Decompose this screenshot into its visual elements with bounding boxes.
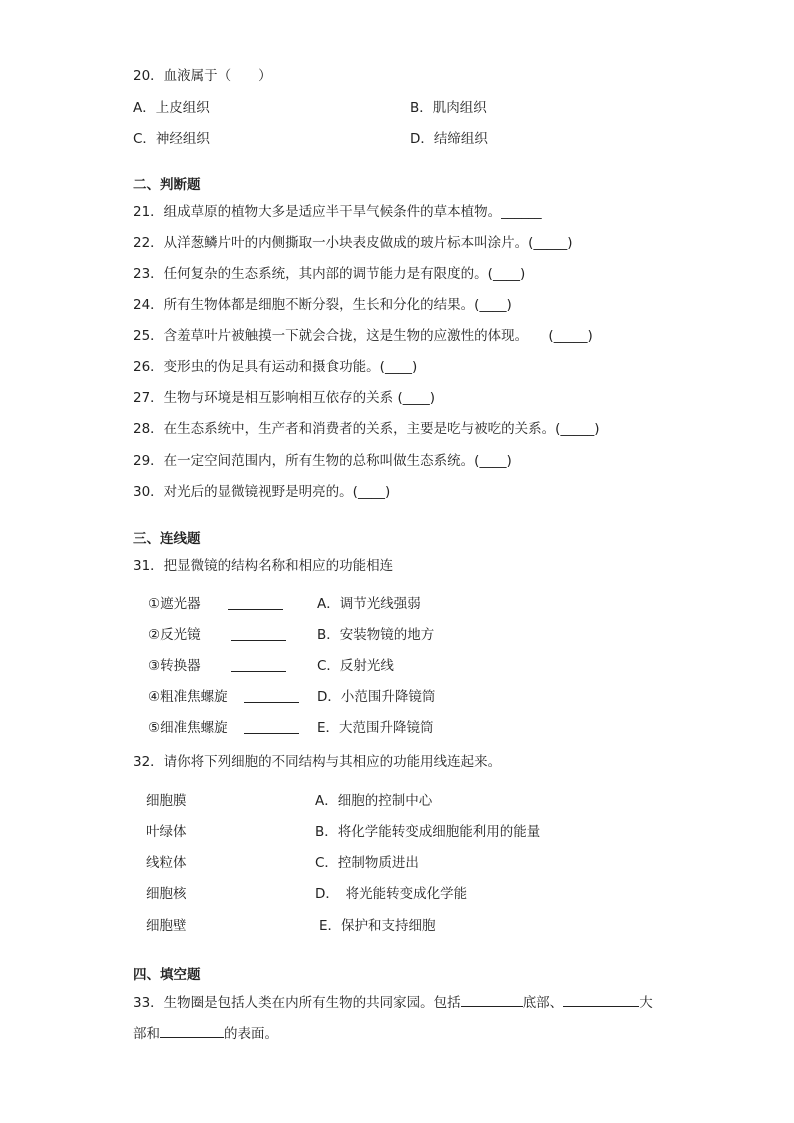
q31-blank-line bbox=[228, 596, 283, 610]
q31-blank-line bbox=[231, 658, 286, 672]
q20-option-a: A．上皮组织 bbox=[133, 100, 210, 116]
judgement-item: 22．从洋葱鳞片叶的内侧撕取一小块表皮做成的玻片标本叫涂片。(_____) bbox=[133, 235, 573, 251]
q31-right-item: B．安装物镜的地方 bbox=[317, 627, 435, 643]
q20-option-d: D．结缔组织 bbox=[410, 131, 488, 147]
section-title-fill-blank: 四、填空题 bbox=[133, 967, 201, 983]
q32-right-item: D． 将光能转变成化学能 bbox=[315, 886, 468, 902]
judgement-item: 21．组成草原的植物大多是适应半干旱气候条件的草本植物。______ bbox=[133, 204, 542, 220]
q31-blank-line bbox=[244, 720, 299, 734]
q31-left-item: ①遮光器 bbox=[148, 596, 201, 612]
section-title-matching: 三、连线题 bbox=[133, 531, 201, 547]
q32-left-item: 细胞壁 bbox=[146, 918, 187, 934]
q31-blank-line bbox=[231, 627, 286, 641]
q33-blank-2 bbox=[563, 993, 639, 1007]
q32-left-item: 线粒体 bbox=[146, 855, 187, 871]
judgement-item: 29．在一定空间范围内，所有生物的总称叫做生态系统。(____) bbox=[133, 453, 512, 469]
judgement-item: 30．对光后的显微镜视野是明亮的。(____) bbox=[133, 484, 391, 500]
section-title-judgement: 二、判断题 bbox=[133, 177, 201, 193]
q32-left-item: 细胞膜 bbox=[146, 793, 187, 809]
judgement-item: 27．生物与环境是相互影响相互依存的关系 (____) bbox=[133, 390, 436, 406]
q31-left-item: ④粗准焦螺旋 bbox=[148, 689, 228, 705]
q20-option-c: C．神经组织 bbox=[133, 131, 210, 147]
q32-right-item: A．细胞的控制中心 bbox=[315, 793, 433, 809]
q20-option-b: B．肌肉组织 bbox=[410, 100, 487, 116]
q32-right-item: C．控制物质进出 bbox=[315, 855, 419, 871]
q33-text: 底部、 bbox=[522, 995, 564, 1011]
judgement-item: 23．任何复杂的生态系统，其内部的调节能力是有限度的。(____) bbox=[133, 266, 526, 282]
q31-right-item: E．大范围升降镜筒 bbox=[317, 720, 434, 736]
q33-text: 33．生物圈是包括人类在内所有生物的共同家园。包括 bbox=[133, 995, 461, 1011]
q32-right-item: E．保护和支持细胞 bbox=[319, 918, 436, 934]
q31-right-item: A．调节光线强弱 bbox=[317, 596, 421, 612]
q33-line-1 bbox=[133, 993, 653, 1012]
judgement-item: 26．变形虫的伪足具有运动和摄食功能。(____) bbox=[133, 359, 418, 375]
q33-text: 部和 bbox=[133, 1026, 160, 1042]
q32-right-item: B．将化学能转变成细胞能利用的能量 bbox=[315, 824, 541, 840]
q33-text: 的表面。 bbox=[224, 1026, 278, 1042]
q33-blank-3 bbox=[160, 1024, 224, 1038]
judgement-item: 25．含羞草叶片被触摸一下就会合拢，这是生物的应激性的体现。 (_____) bbox=[133, 328, 593, 344]
q31-left-item: ⑤细准焦螺旋 bbox=[148, 720, 228, 736]
q32-stem: 32．请你将下列细胞的不同结构与其相应的功能用线连起来。 bbox=[133, 754, 502, 770]
q32-left-item: 细胞核 bbox=[146, 886, 187, 902]
q33-blank-1 bbox=[461, 993, 523, 1007]
q33-line-2 bbox=[133, 1024, 278, 1043]
q31-right-item: C．反射光线 bbox=[317, 658, 394, 674]
q32-left-item: 叶绿体 bbox=[146, 824, 187, 840]
q31-left-item: ②反光镜 bbox=[148, 627, 201, 643]
judgement-item: 28．在生态系统中，生产者和消费者的关系，主要是吃与被吃的关系。(_____) bbox=[133, 421, 600, 437]
q31-stem: 31．把显微镜的结构名称和相应的功能相连 bbox=[133, 558, 394, 574]
q31-blank-line bbox=[244, 689, 299, 703]
q20-stem: 20．血液属于（ ） bbox=[133, 68, 272, 84]
q31-left-item: ③转换器 bbox=[148, 658, 201, 674]
q31-right-item: D．小范围升降镜筒 bbox=[317, 689, 436, 705]
judgement-item: 24．所有生物体都是细胞不断分裂，生长和分化的结果。(____) bbox=[133, 297, 512, 313]
q33-text: 大 bbox=[639, 995, 653, 1011]
